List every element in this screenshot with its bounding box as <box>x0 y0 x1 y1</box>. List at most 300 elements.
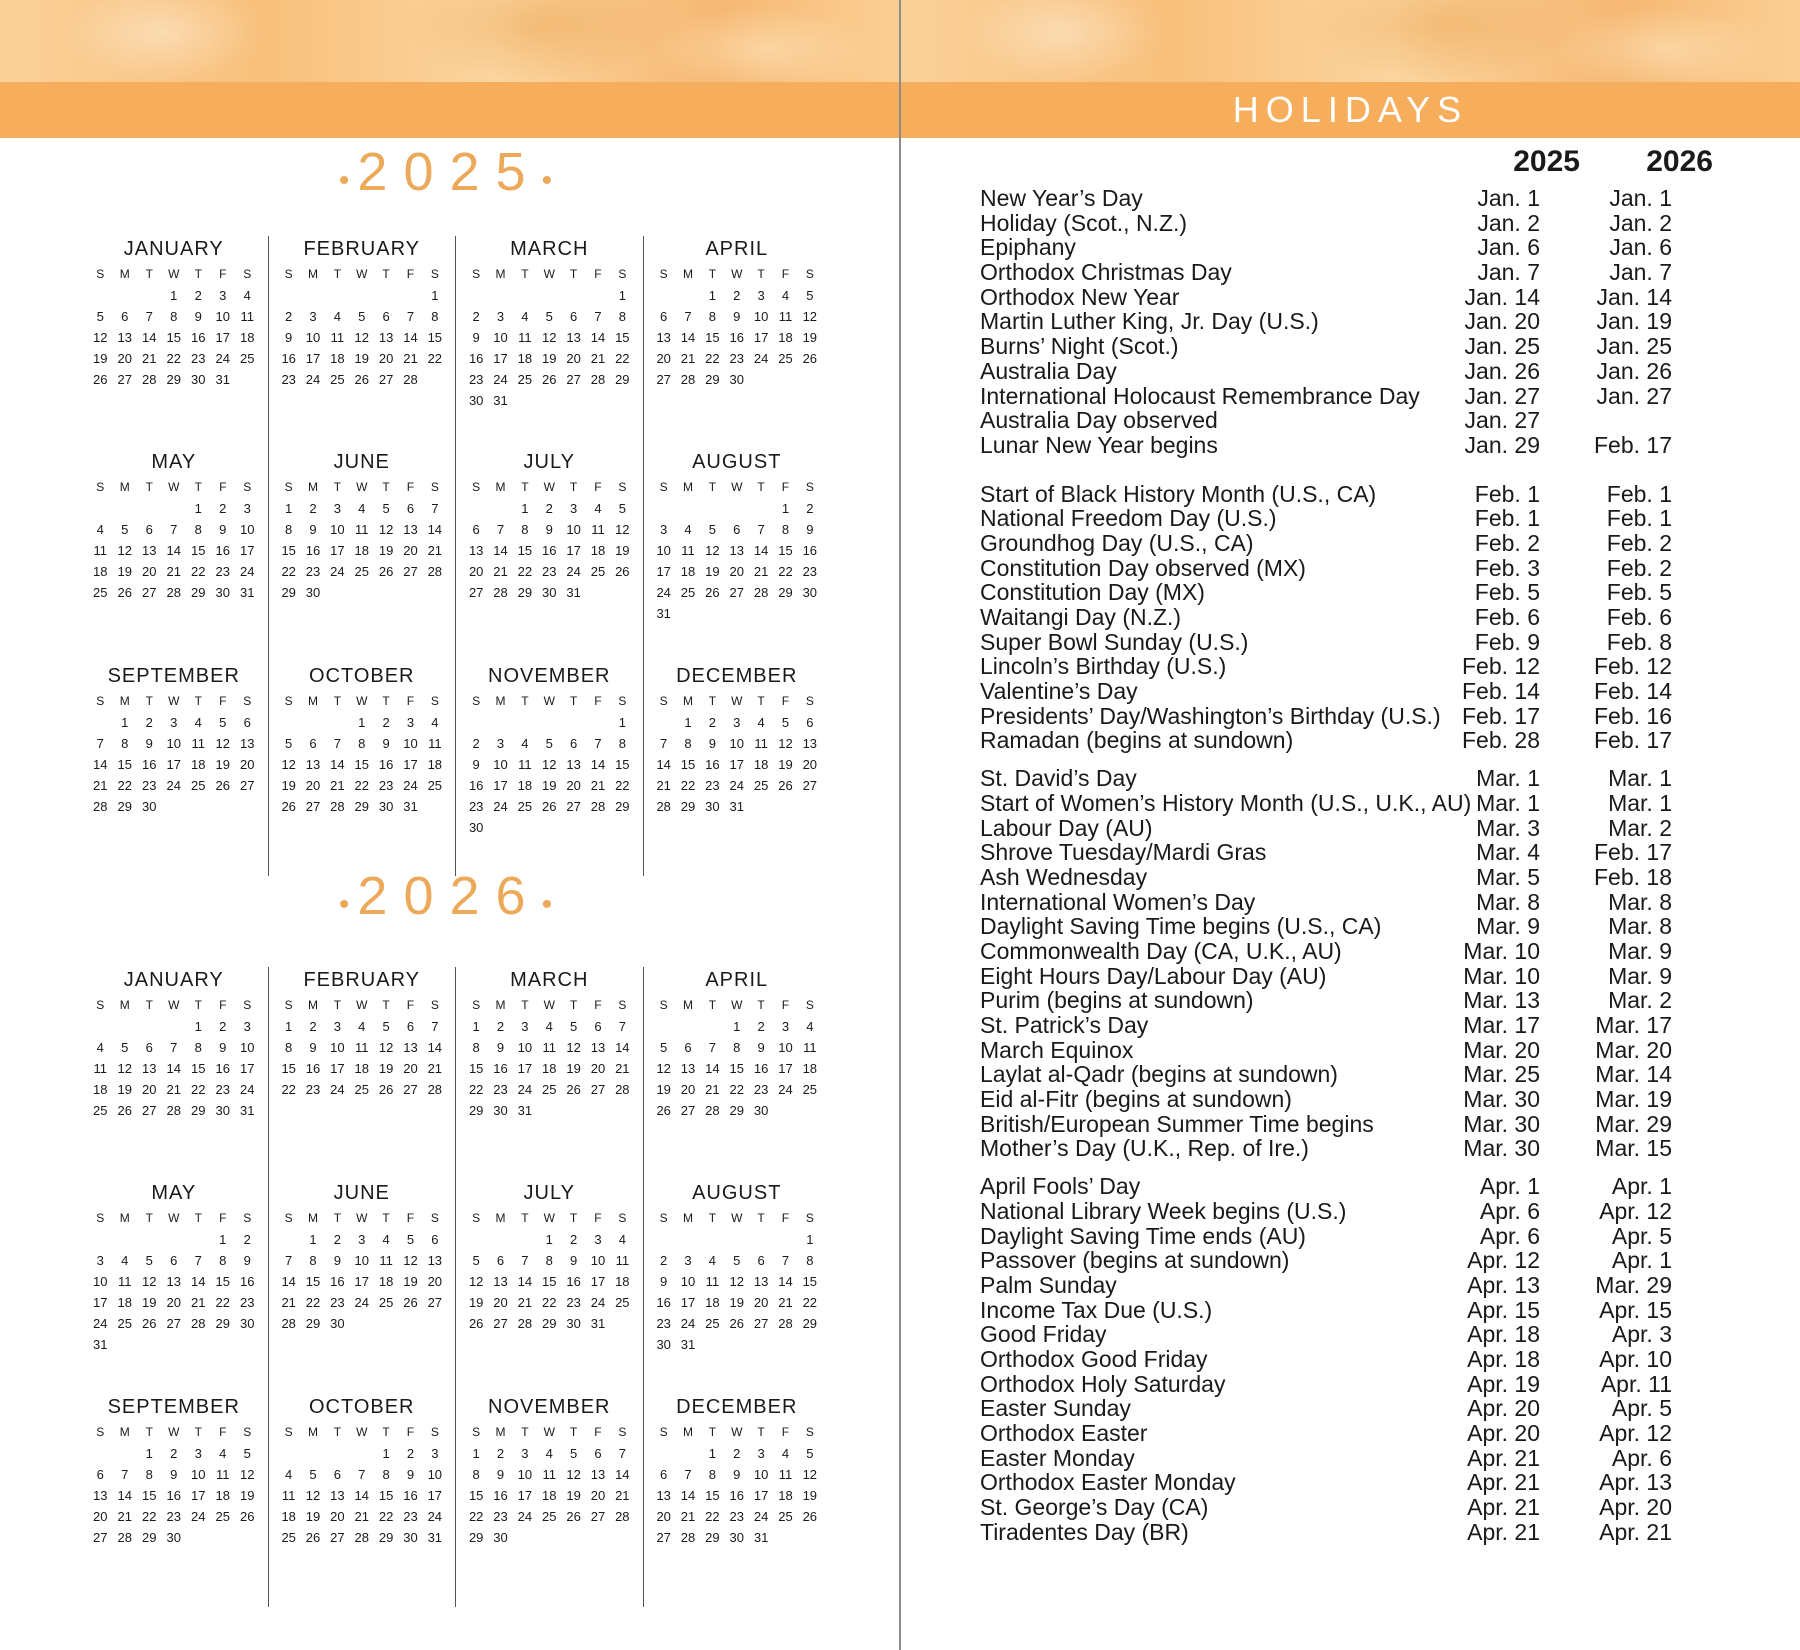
month-name: AUGUST <box>692 451 782 474</box>
weekday-letter: M <box>683 1424 694 1439</box>
day-number: 13 <box>590 1040 606 1055</box>
day-number: 18 <box>542 1487 557 1503</box>
day-number: 17 <box>191 1487 206 1503</box>
weekday-letter: M <box>495 1211 506 1226</box>
weekday-letter: S <box>96 1211 105 1226</box>
day-number: 7 <box>431 1019 439 1034</box>
day-number: 15 <box>117 756 132 772</box>
day-number: 24 <box>517 1508 533 1524</box>
empty-cell <box>488 498 512 519</box>
day-number: 3 <box>757 288 765 303</box>
holiday-name: Start of Women’s History Month (U.S., U.K., AU) <box>980 789 1472 816</box>
weekday-letter: S <box>472 480 481 495</box>
holiday-row <box>980 1396 1680 1421</box>
holiday-name: Ash Wednesday <box>980 863 1148 890</box>
day-number: 6 <box>406 1019 415 1034</box>
day-number: 18 <box>281 1508 296 1524</box>
day-number: 7 <box>170 1040 178 1055</box>
day-number: 5 <box>285 735 293 751</box>
day-number: 22 <box>517 564 533 580</box>
month-name: AUGUST <box>692 1182 782 1205</box>
day-number: 27 <box>656 372 671 387</box>
day-number: 19 <box>117 564 132 580</box>
weekday-letter: W <box>543 267 555 281</box>
day-number: 20 <box>656 1508 671 1524</box>
weekday-letter: M <box>495 480 506 495</box>
holiday-date-2025: Mar. 30 <box>1463 1086 1540 1113</box>
day-number: 12 <box>705 543 720 559</box>
empty-cell <box>464 712 488 733</box>
holiday-date-2026: Apr. 11 <box>1600 1370 1672 1397</box>
holiday-date-2026: Feb. 14 <box>1594 678 1672 705</box>
day-number: 15 <box>802 1274 818 1290</box>
holiday-row <box>980 482 1680 507</box>
day-number: 30 <box>468 393 484 408</box>
empty-cell <box>113 285 138 306</box>
day-number: 7 <box>406 309 415 324</box>
day-number: 11 <box>379 1253 393 1269</box>
day-number: 29 <box>615 798 630 814</box>
weekday-letter: S <box>805 267 814 281</box>
day-grid <box>277 477 448 603</box>
day-number: 6 <box>431 1232 439 1248</box>
day-number: 25 <box>542 1508 557 1524</box>
weekday-letter: T <box>757 480 765 495</box>
day-number: 15 <box>729 1061 744 1076</box>
holiday-name: March Equinox <box>980 1036 1134 1063</box>
day-number: 11 <box>93 1061 107 1076</box>
holiday-date-2025: Jan. 20 <box>1464 308 1540 335</box>
month-february-2026 <box>268 967 456 1180</box>
day-number: 26 <box>802 351 818 366</box>
day-number: 6 <box>145 1040 153 1055</box>
day-number: 13 <box>330 1487 345 1503</box>
day-number: 2 <box>309 501 317 517</box>
day-number: 22 <box>281 1082 296 1097</box>
day-number: 8 <box>733 1040 741 1055</box>
holiday-row <box>980 630 1680 655</box>
day-number: 20 <box>753 1295 769 1311</box>
day-number: 4 <box>781 288 790 303</box>
weekday-letter: F <box>406 1424 415 1439</box>
holiday-name: Waitangi Day (N.Z.) <box>980 604 1182 630</box>
day-number: 24 <box>493 372 508 387</box>
weekday-letter: T <box>569 480 578 495</box>
day-number: 7 <box>618 1019 626 1034</box>
day-number: 1 <box>806 1232 814 1248</box>
empty-cell <box>676 498 700 519</box>
day-number: 19 <box>142 1295 157 1311</box>
holiday-date-2026: Mar. 9 <box>1608 937 1672 964</box>
day-number: 29 <box>142 1529 157 1545</box>
holiday-row <box>980 728 1680 753</box>
calendar-2025 <box>80 236 830 876</box>
day-number: 2 <box>472 309 480 324</box>
day-number: 6 <box>594 1019 602 1034</box>
day-number: 5 <box>733 1253 741 1269</box>
day-number: 17 <box>330 1061 345 1076</box>
day-number: 22 <box>778 564 793 580</box>
day-number: 10 <box>330 522 345 538</box>
day-number: 22 <box>705 1508 720 1524</box>
day-number: 16 <box>378 756 394 772</box>
day-grid <box>652 1422 823 1548</box>
holiday-row <box>980 1199 1680 1224</box>
day-number: 25 <box>517 372 533 387</box>
holiday-row <box>980 211 1680 236</box>
holiday-date-2025: Mar. 1 <box>1476 789 1540 816</box>
holiday-date-2026: Apr. 15 <box>1599 1296 1672 1323</box>
day-number: 20 <box>729 564 744 580</box>
weekday-letter: W <box>356 267 368 281</box>
holiday-row <box>980 531 1680 556</box>
holiday-row <box>980 1013 1680 1038</box>
day-number: 29 <box>542 1316 557 1332</box>
day-number: 19 <box>542 351 557 366</box>
day-number: 28 <box>656 798 671 814</box>
month-june-2025 <box>268 449 456 662</box>
holiday-date-2026: Feb. 6 <box>1606 604 1672 630</box>
empty-cell <box>700 1229 724 1250</box>
day-number: 17 <box>93 1295 108 1311</box>
day-number: 6 <box>569 735 578 751</box>
day-number: 29 <box>802 1316 818 1332</box>
day-number: 19 <box>615 543 630 559</box>
day-number: 30 <box>542 585 557 601</box>
day-number: 20 <box>330 1508 345 1524</box>
day-number: 22 <box>354 777 369 793</box>
weekday-letter: S <box>96 267 105 281</box>
day-number: 18 <box>802 1061 818 1076</box>
holiday-row <box>980 556 1680 581</box>
day-number: 21 <box>403 351 418 366</box>
day-number: 10 <box>590 1253 606 1269</box>
day-number: 20 <box>802 756 818 772</box>
day-number: 25 <box>590 564 606 580</box>
holiday-date-2025: Feb. 28 <box>1462 727 1540 754</box>
weekday-letter: S <box>430 480 439 495</box>
day-number: 22 <box>615 351 630 366</box>
day-number: 31 <box>427 1529 443 1545</box>
weekday-letter: M <box>308 267 319 281</box>
holiday-name: National Library Week begins (U.S.) <box>980 1197 1347 1224</box>
holiday-date-2025: Apr. 21 <box>1467 1469 1540 1496</box>
holiday-date-2026: Feb. 5 <box>1606 579 1672 606</box>
empty-cell <box>186 1229 211 1250</box>
holiday-name: Orthodox Easter <box>980 1420 1148 1446</box>
empty-cell <box>374 285 398 306</box>
holiday-name: Ramadan (begins at sundown) <box>980 727 1294 754</box>
day-number: 13 <box>93 1487 108 1503</box>
holiday-row <box>980 1520 1680 1545</box>
day-number: 11 <box>542 1466 556 1482</box>
day-number: 19 <box>378 1061 394 1076</box>
day-number: 2 <box>545 501 553 517</box>
day-number: 25 <box>93 1103 108 1118</box>
day-number: 16 <box>215 543 230 559</box>
day-number: 25 <box>753 777 769 793</box>
weekday-letter: M <box>495 1424 506 1439</box>
month-november-2026 <box>455 1394 643 1607</box>
day-number: 13 <box>493 1274 508 1290</box>
month-july-2025 <box>455 449 643 662</box>
year-title-2025: •2025• <box>338 142 561 202</box>
holiday-name: Martin Luther King, Jr. Day (U.S.) <box>980 308 1319 335</box>
weekday-letter: T <box>569 693 578 708</box>
day-number: 13 <box>680 1061 696 1076</box>
holiday-date-2026: Feb. 18 <box>1594 863 1672 890</box>
day-number: 11 <box>354 1040 369 1055</box>
day-number: 10 <box>215 309 230 324</box>
holidays-heading: HOLIDAYS <box>1232 89 1469 130</box>
day-number: 18 <box>330 351 345 366</box>
day-number: 19 <box>705 564 720 580</box>
day-number: 22 <box>468 1082 484 1097</box>
day-number: 13 <box>468 543 484 559</box>
day-number: 14 <box>778 1274 793 1290</box>
month-december-2026 <box>643 1394 831 1607</box>
day-number: 23 <box>729 1508 744 1524</box>
month-may-2025 <box>80 449 268 662</box>
day-number: 3 <box>96 1253 104 1269</box>
month-april-2026 <box>643 967 831 1180</box>
weekday-letter: S <box>618 480 627 495</box>
day-number: 9 <box>496 1466 505 1482</box>
day-number: 21 <box>705 1082 720 1097</box>
holiday-row <box>980 1112 1680 1137</box>
day-number: 26 <box>117 1103 132 1118</box>
day-number: 18 <box>354 1061 369 1076</box>
weekday-letter: T <box>757 998 765 1012</box>
day-number: 1 <box>219 1232 227 1248</box>
weekday-letter: M <box>495 998 506 1012</box>
day-number: 17 <box>517 1061 533 1076</box>
day-number: 1 <box>145 1445 153 1461</box>
day-grid <box>88 1422 260 1548</box>
day-number: 9 <box>569 1253 578 1269</box>
day-number: 8 <box>219 1253 227 1269</box>
day-number: 10 <box>493 756 508 772</box>
weekday-letter: F <box>594 267 602 281</box>
day-number: 23 <box>729 351 744 366</box>
empty-cell <box>652 1229 676 1250</box>
weekday-letter: T <box>382 1424 390 1439</box>
weekday-letter: T <box>382 1211 390 1226</box>
weekday-letter: F <box>781 267 790 281</box>
day-number: 21 <box>680 1508 696 1524</box>
day-number: 7 <box>431 501 439 517</box>
day-number: 31 <box>215 372 230 387</box>
day-number: 17 <box>493 777 508 793</box>
day-number: 5 <box>309 1466 317 1482</box>
day-number: 11 <box>354 522 369 538</box>
holiday-date-2025: Apr. 20 <box>1467 1395 1540 1422</box>
holiday-row <box>980 580 1680 605</box>
day-number: 25 <box>281 1529 296 1545</box>
day-number: 10 <box>330 1040 345 1055</box>
day-number: 27 <box>142 1103 157 1118</box>
holiday-date-2026: Apr. 1 <box>1611 1247 1672 1274</box>
day-number: 10 <box>191 1466 206 1482</box>
day-number: 2 <box>733 1445 741 1461</box>
weekday-letter: S <box>243 1211 252 1226</box>
day-number: 22 <box>142 1508 157 1524</box>
day-number: 2 <box>708 714 716 730</box>
holiday-name: New Year’s Day <box>980 185 1143 211</box>
day-number: 26 <box>378 564 394 580</box>
holiday-date-2025: Mar. 10 <box>1463 937 1540 964</box>
empty-cell <box>325 712 349 733</box>
weekday-letter: F <box>594 480 602 495</box>
day-number: 16 <box>566 1274 581 1290</box>
weekday-letter: T <box>194 693 202 708</box>
day-number: 1 <box>781 501 790 517</box>
holiday-date-2025: Mar. 9 <box>1476 913 1540 940</box>
weekday-letter: F <box>406 693 415 708</box>
day-number: 3 <box>594 1232 602 1248</box>
empty-cell <box>277 285 301 306</box>
holiday-row <box>980 791 1680 816</box>
day-number: 23 <box>468 798 484 814</box>
day-number: 15 <box>142 1487 157 1503</box>
day-number: 1 <box>472 1019 480 1034</box>
day-number: 14 <box>615 1466 630 1482</box>
day-number: 1 <box>618 714 626 730</box>
weekday-letter: S <box>659 1424 668 1439</box>
weekday-letter: T <box>708 1424 717 1439</box>
day-number: 17 <box>753 330 769 345</box>
holiday-row <box>980 186 1680 211</box>
day-number: 26 <box>729 1316 744 1332</box>
day-number: 9 <box>309 1040 317 1055</box>
empty-cell <box>88 1443 113 1464</box>
day-number: 28 <box>191 1316 206 1332</box>
day-number: 24 <box>656 585 671 601</box>
holiday-date-2025: Mar. 4 <box>1476 839 1540 866</box>
day-number: 15 <box>281 543 296 559</box>
holiday-date-2026: Apr. 1 <box>1611 1173 1672 1200</box>
weekday-letter: W <box>168 998 180 1012</box>
day-number: 17 <box>166 756 181 772</box>
day-number: 4 <box>382 1232 390 1248</box>
day-number: 3 <box>684 1253 692 1269</box>
day-number: 19 <box>403 1274 418 1290</box>
day-number: 10 <box>517 1040 533 1055</box>
day-number: 28 <box>493 585 508 601</box>
day-number: 6 <box>170 1253 178 1269</box>
day-number: 19 <box>778 756 793 772</box>
day-number: 6 <box>472 522 480 538</box>
day-number: 2 <box>333 1232 341 1248</box>
month-name: MAY <box>151 1182 197 1205</box>
day-number: 9 <box>472 756 480 772</box>
holiday-date-2025: Mar. 25 <box>1463 1061 1540 1088</box>
month-name: FEBRUARY <box>303 969 421 991</box>
day-grid <box>464 264 635 411</box>
day-number: 20 <box>142 1082 157 1097</box>
day-number: 14 <box>680 330 696 345</box>
day-number: 15 <box>427 330 443 345</box>
day-grid <box>277 264 448 390</box>
day-number: 12 <box>802 1466 818 1482</box>
day-number: 17 <box>566 543 581 559</box>
day-number: 16 <box>729 330 744 345</box>
holiday-date-2026: Jan. 6 <box>1609 234 1672 261</box>
weekday-letter: F <box>781 480 790 495</box>
weekday-letter: S <box>805 998 814 1012</box>
month-july-2026 <box>455 1180 643 1393</box>
empty-cell <box>350 285 374 306</box>
day-number: 30 <box>330 1316 345 1332</box>
day-number: 11 <box>118 1274 132 1290</box>
day-number: 21 <box>680 351 696 366</box>
holiday-date-2026: Mar. 1 <box>1608 765 1672 792</box>
weekday-letter: M <box>308 998 319 1012</box>
day-number: 12 <box>215 735 230 751</box>
day-number: 7 <box>594 735 602 751</box>
weekday-letter: M <box>683 480 694 495</box>
day-number: 5 <box>569 1445 578 1461</box>
day-number: 28 <box>166 585 181 601</box>
day-number: 11 <box>518 330 532 345</box>
holiday-date-2026: Mar. 19 <box>1595 1086 1672 1113</box>
day-number: 1 <box>708 288 716 303</box>
day-number: 15 <box>354 756 369 772</box>
day-grid <box>652 691 823 817</box>
day-number: 25 <box>191 777 206 793</box>
day-number: 3 <box>781 1019 790 1034</box>
day-number: 9 <box>333 1253 341 1269</box>
holiday-date-2026: Mar. 20 <box>1595 1036 1672 1063</box>
day-number: 1 <box>733 1019 741 1034</box>
day-number: 7 <box>145 309 153 324</box>
day-number: 4 <box>121 1253 129 1269</box>
day-number: 1 <box>309 1232 317 1248</box>
day-number: 27 <box>566 372 581 387</box>
holiday-date-2025: Jan. 2 <box>1477 209 1540 236</box>
day-number: 16 <box>542 543 557 559</box>
day-number: 12 <box>117 1061 132 1076</box>
holiday-date-2026: Mar. 8 <box>1608 913 1672 940</box>
day-number: 8 <box>806 1253 814 1269</box>
day-number: 17 <box>656 564 671 580</box>
holiday-name: Orthodox New Year <box>980 283 1180 310</box>
weekday-letter: T <box>757 693 765 708</box>
weekday-letter: S <box>243 480 252 495</box>
weekday-letter: W <box>356 998 368 1012</box>
day-number: 29 <box>305 1316 321 1332</box>
holiday-date-2025: Feb. 9 <box>1474 628 1540 655</box>
holiday-date-2026: Feb. 16 <box>1594 702 1672 729</box>
day-number: 22 <box>468 1508 484 1524</box>
day-number: 8 <box>618 309 626 324</box>
day-number: 25 <box>778 351 793 366</box>
day-number: 12 <box>354 330 369 345</box>
holiday-name: Holiday (Scot., N.Z.) <box>980 209 1188 236</box>
day-grid <box>652 995 823 1121</box>
weekday-letter: S <box>243 998 252 1012</box>
month-january-2026 <box>80 967 268 1180</box>
weekday-letter: T <box>708 267 717 281</box>
weekday-letter: T <box>333 998 342 1012</box>
empty-cell <box>277 1229 301 1250</box>
weekday-letter: T <box>569 1211 578 1226</box>
empty-cell <box>137 1016 162 1037</box>
holiday-date-2026: Apr. 21 <box>1599 1518 1672 1545</box>
holiday-date-2026: Jan. 25 <box>1596 333 1672 360</box>
weekday-letter: T <box>382 998 390 1012</box>
day-number: 8 <box>285 522 293 538</box>
